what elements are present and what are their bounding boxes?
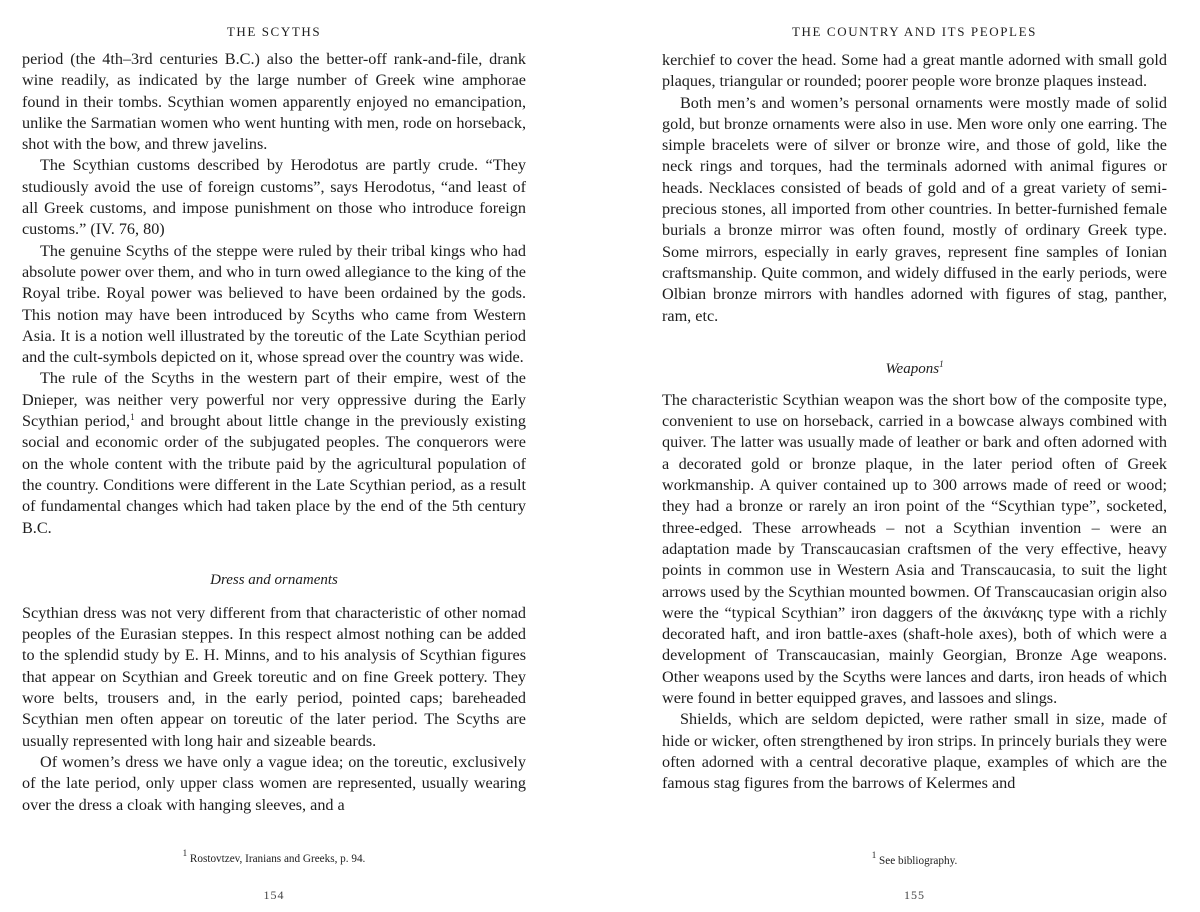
footnote-marker: 1: [871, 850, 877, 860]
footnote-left: [22, 848, 526, 866]
paragraph: Of women’s dress we have only a vague idea; on the toreutic, exclusively of the late period, only upper class women are represented, usually wearing over the dress a cloak with hanging sleeves, and a: [22, 752, 526, 814]
heading-text: Weapons: [885, 360, 940, 377]
footnote-reference: 1: [939, 358, 944, 369]
paragraph-text: and brought about little change in the previously existing social and economic order of the subjugated peoples. The conquerors were on the whole content with the tribute paid by the agricultural population of the country. Conditions were different in the Late Scythian period, as a result of fundamental changes which had taken place by the end of the 5th century B.C.: [22, 412, 526, 537]
paragraph: The Scythian customs described by Herodotus are partly crude. “They studiously avoid the use of foreign customs”, says Herodotus, “and least of all Greek customs, and impose punishment on those who introduce foreign customs.” (IV. 76, 80): [22, 156, 526, 239]
running-head-left: THE SCYTHS: [226, 24, 322, 39]
paragraph: [22, 368, 526, 538]
footnote-text: Rostovtzev, Iranians and Greeks, p. 94.: [189, 853, 366, 865]
right-body-text: [662, 50, 1167, 795]
paragraph: The characteristic Scythian weapon was the short bow of the composite type, convenient to use on horseback, carried in a bowcase always combined with quiver. The latter was usually made of leather or bark and often adorned with a decorated gold or bronze plaque, in the later period often of Greek workmanship. A quiver contained up to 300 arrows made of reed or wood; they had a bronze or rarely an iron point of the “Scythian type”, socketed, three-edged. These arrowheads – not a Scythian invention – were an adaptation made by Transcaucasian craftsmen of the very effective, heavy points in common use in Western Asia and Transcaucasia, to suit the light arrows used by the Scythian mounted bowmen. Of Transcaucasian origin also were the “typical Scythian” iron daggers of the ἀκινάκης type with a richly decorated haft, and iron battle-axes (shaft-hole axes), both of which were a development of Transcaucasian, mainly Georgian, Bronze Age weapons. Other weapons used by the Scyths were lances and darts, iron heads of which were found in better equipped graves, and lassoes and slings.: [662, 390, 1167, 708]
paragraph: Scythian dress was not very different from that characteristic of other nomad peoples of the Eurasian steppes. In this respect almost nothing can be added to the splendid study by E. H. Minns, and to his analysis of Scythian figures that appear on Scythian and Greek toreutic and on fine Greek pottery. They wore belts, trousers and, in the early period, pointed caps; bareheaded Scythian men often appear on toreutic of the later period. The Scyths are usually represented with long hair and sizeable beards.: [22, 603, 526, 750]
paragraph: Both men’s and women’s personal ornaments were mostly made of solid gold, but bronze ornaments were also in use. Men wore only one earring. The simple bracelets were of silver or bronze wire, and those of gold, like the neck rings and torques, had the terminals adorned with animal figures or heads. Necklaces consisted of beads of gold and of a great variety of semi-precious stones, all imported from other countries. In better-furnished female burials a bronze mirror was often found, mostly of ordinary Greek type. Some mirrors, especially in early graves, represent fine samples of Ionian craftsmanship. Quite common, and widely diffused in the early periods, were Olbian bronze mirrors with handles adorned with figures of stag, panther, ram, etc.: [662, 93, 1167, 325]
footnote-reference: 1: [130, 412, 135, 423]
footnote-marker: 1: [182, 848, 188, 858]
running-head-right: THE COUNTRY AND ITS PEOPLES: [792, 24, 1037, 39]
footnote-right: [662, 850, 1167, 868]
left-page: [22, 0, 526, 912]
paragraph: kerchief to cover the head. Some had a great mantle adorned with small gold plaques, triangular or rounded; poorer people wore bronze plaques instead.: [662, 51, 1167, 91]
section-heading-weapons: [662, 359, 1167, 379]
left-body-text: [22, 49, 526, 816]
paragraph: period (the 4th–3rd centuries B.C.) also the better-off rank-and-file, drank wine readily, as indicated by the large number of Greek wine amphorae found in their tombs. Scythian women apparently enjoyed no emancipation, unlike the Sarmatian women who went hunting with men, rode on horseback, shot with the bow, and threw javelins.: [22, 50, 526, 154]
paragraph: The genuine Scyths of the steppe were ruled by their tribal kings who had absolute power over them, and who in turn owed allegiance to the king of the Royal tribe. Royal power was believed to have been ordained by the gods. This notion may have been introduced by Scyths who came from Western Asia. It is a notion well illustrated by the toreutic of the Late Scythian period and the cult-symbols depicted on it, whose spread over the country was wide.: [22, 241, 526, 367]
paragraph-text: The rule of the Scyths in the western part of their empire, west of the Dnieper, was neither very powerful nor very oppressive during the Early Scythian period,: [22, 369, 526, 431]
right-page: [662, 0, 1167, 912]
footnote-text: See bibliography.: [879, 855, 958, 867]
paragraph: Shields, which are seldom depicted, were rather small in size, made of hide or wicker, often strengthened by iron strips. In princely burials they were often adorned with a central decorative plaque, examples of which are the famous stag figures from the barrows of Kelermes and: [662, 710, 1167, 793]
page-number-right: 155: [904, 888, 925, 902]
page-number-left: 154: [263, 888, 285, 902]
section-heading-dress: Dress and ornaments: [210, 571, 338, 588]
